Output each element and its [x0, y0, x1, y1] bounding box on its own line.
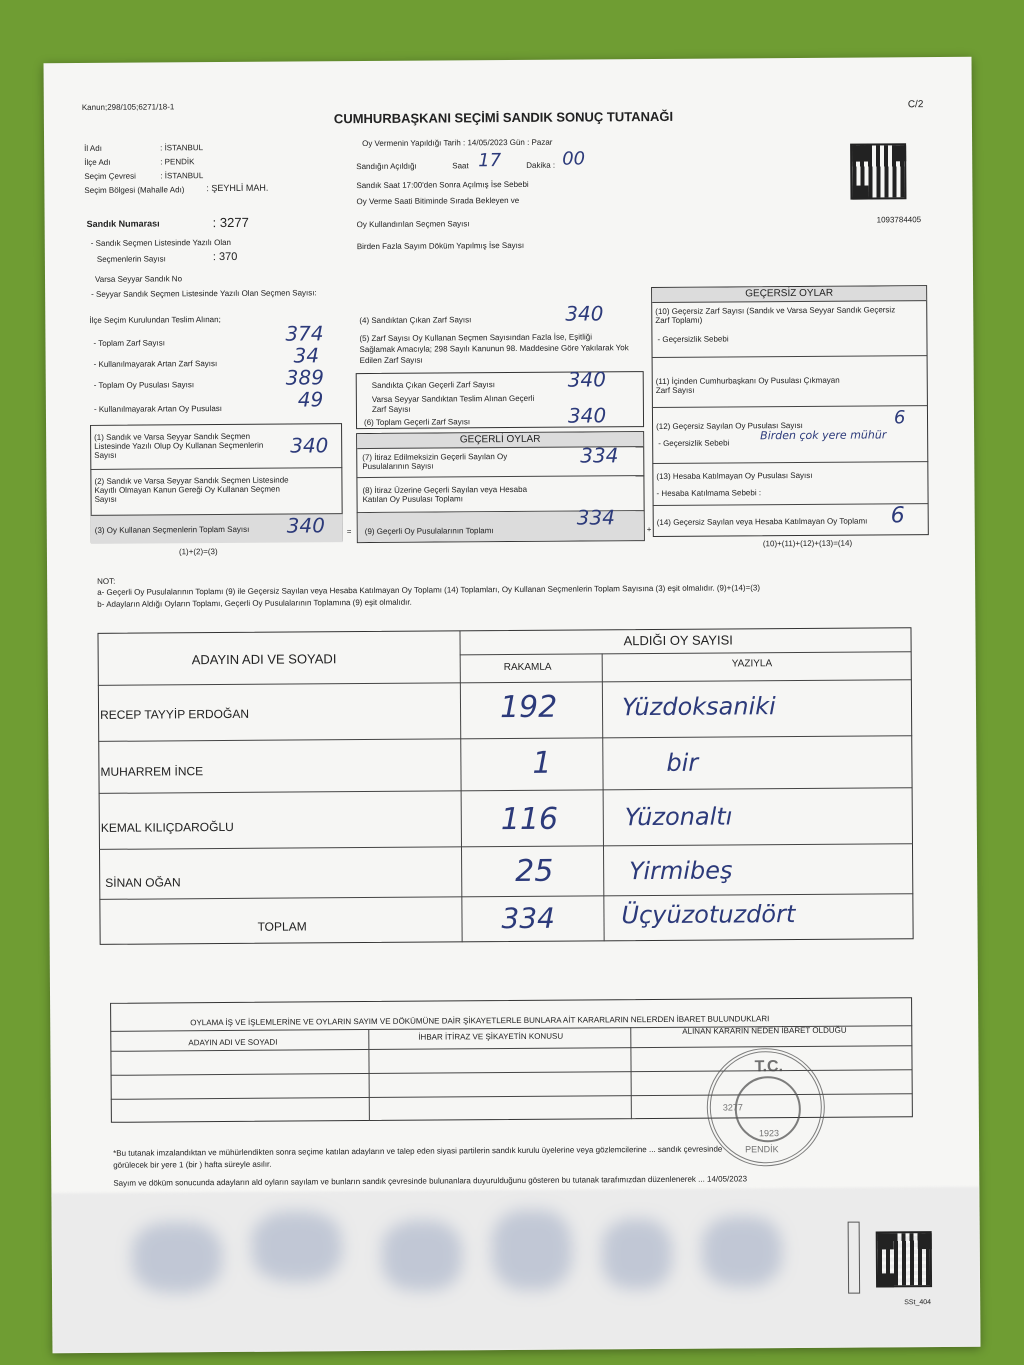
redacted-signature: [492, 1210, 573, 1291]
teslim-row-label: - Toplam Zarf Sayısı: [93, 338, 165, 348]
complaints-col3: ALINAN KARARIN NEDEN İBARET OLDUĞU: [682, 1025, 847, 1036]
teslim-row-value: 49: [297, 387, 324, 412]
candidate-name: KEMAL KILIÇDAROĞLU: [100, 819, 234, 835]
seyyar-liste-label: - Seyyar Sandık Seçmen Listesinde Yazılı Olan Seçmen Sayısı:: [91, 288, 317, 299]
note-a: a- Geçerli Oy Pusulalarının Toplamı (9) ile Geçersiz Sayılan veya Hesaba Katılmayan Oy Toplamı (14) Toplamları, Oy Kullanan Seçmenlerin Toplam Sayısına (3) eşit olmalıdır. (9)+(14)=(3): [97, 583, 761, 597]
teslim-row-label: - Kullanılmayarak Artan Zarf Sayısı: [93, 359, 218, 369]
note-b: b- Adayların Aldığı Oyların Toplamı, Geçerli Oy Pusulalarının Toplamına (9) eşit olmalıdır.: [97, 597, 412, 609]
candidate-votes-words: bir: [666, 748, 699, 777]
gecerli-r7-value: 334: [580, 443, 619, 468]
bolge-label: Seçim Bölgesi (Mahalle Adı): [84, 185, 185, 195]
vertical-label-box: [848, 1222, 861, 1294]
zarf-r4-label: (4) Sandıktan Çıkan Zarf Sayısı: [359, 315, 472, 326]
redacted-signature: [252, 1211, 342, 1282]
teslim-row-value: 374: [285, 321, 324, 346]
col-votes-header: ALDIĞI OY SAYISI: [623, 632, 733, 649]
secmen-r3-label: (3) Oy Kullanan Seçmenlerin Toplam Sayısı: [94, 524, 250, 535]
candidate-votes-digits: 116: [500, 801, 559, 838]
saat-value: 17: [478, 150, 502, 172]
gecersiz-r11-label: (11) İçinden Cumhurbaşkanı Oy Pusulası Çıkmayan Zarf Sayısı: [655, 375, 840, 395]
seyyar-no-label: Varsa Seyyar Sandık No: [94, 274, 183, 284]
equals-sign: =: [346, 527, 352, 537]
footer-line-3: Sayım ve döküm sonucunda adayların ald oyların sayılam ve bunların sandık çevresinde bulunanlara duyurulduğunu gösteren bu tutanak tarafımızdan düzenlenerek ... 14/05/2023: [113, 1174, 748, 1188]
saat-label: Saat: [452, 161, 469, 171]
form-code: C/2: [907, 99, 924, 111]
vote-date: Oy Vermenin Yapıldığı Tarih : 14/05/2023 Gün : Pazar: [362, 137, 553, 149]
seal-year: 1923: [758, 1128, 780, 1139]
candidate-name: MUHARREM İNCE: [100, 764, 204, 779]
il-value: : İSTANBUL: [160, 143, 204, 153]
gecersiz-r12-value: 6: [893, 407, 906, 429]
candidate-votes-words: Yirmibeş: [629, 856, 733, 886]
sayim-label: Birden Fazla Sayım Döküm Yapılmış İse Sayısı: [356, 240, 525, 252]
secmen-label-1: - Sandık Seçmen Listesinde Yazılı Olan: [90, 237, 232, 248]
total-votes-digits: 334: [501, 901, 556, 936]
teslim-heading: İlçe Seçim Kurulundan Teslim Alınan;: [89, 315, 221, 325]
ballot-report-paper: [44, 57, 981, 1353]
gecersiz-r12-label: (12) Geçersiz Sayılan Oy Pusulası Sayısı: [656, 420, 803, 431]
cevre-label: Seçim Çevresi: [84, 171, 136, 181]
ilce-label: İlçe Adı: [84, 157, 111, 167]
gecersiz-r12-sebep-value: Birden çok yere mühür: [760, 428, 887, 443]
acildigi-label: Sandığın Açıldığı: [356, 161, 417, 172]
qr-code-icon: [850, 143, 906, 199]
page-title: CUMHURBAŞKANI SEÇİMİ SANDIK SONUÇ TUTANAĞI: [333, 108, 674, 127]
gecerli-r9-label: (9) Geçerli Oy Pusulalarının Toplamı: [364, 526, 494, 537]
sandik-no-label: Sandık Numarası: [86, 218, 160, 229]
gecersiz-r13-label: (13) Hesaba Katılmayan Oy Pusulası Sayısı: [656, 470, 813, 481]
seal-number: 3277: [722, 1102, 743, 1113]
dakika-label: Dakika :: [526, 160, 556, 170]
seal-place: PENDİK: [745, 1144, 779, 1155]
secmen-r1-label: (1) Sandık ve Varsa Seyyar Sandık Seçmen Listesinde Yazılı Olup Oy Kullanan Seçmenlerin Sayısı: [94, 431, 264, 460]
candidate-votes-digits: 1: [532, 745, 552, 781]
gecerli-zarf-value: 340: [567, 367, 606, 392]
col-name-header: ADAYIN ADI VE SOYADI: [191, 651, 337, 668]
gecerli-r8-label: (8) İtiraz Üzerine Geçerli Sayılan veya Hesaba Katılan Oy Pusulası Toplamı: [362, 484, 528, 505]
secmen-r1-value: 340: [290, 433, 329, 458]
sandik-no-value: : 3277: [212, 214, 249, 231]
footer-code: SSt_404: [904, 1299, 932, 1307]
secmen-value: : 370: [212, 250, 238, 264]
redacted-signature: [132, 1222, 222, 1293]
candidate-name: SİNAN OĞAN: [105, 875, 181, 890]
candidate-votes-digits: 25: [515, 853, 554, 889]
teslim-row-label: - Toplam Oy Pusulası Sayısı: [93, 380, 195, 390]
footer-line-2: görülecek bir yere 1 (bir ) hafta süreyle asılır.: [113, 1159, 272, 1170]
redacted-signature: [702, 1216, 782, 1287]
gecerli-zarf-label: Sandıkta Çıkan Geçerli Zarf Sayısı: [371, 380, 495, 390]
gecerli-r9-value: 334: [576, 505, 615, 530]
total-label: TOPLAM: [257, 919, 307, 934]
complaints-heading: OYLAMA İŞ VE İŞLEMLERİNE VE OYLARIN SAYIM VE DÖKÜMÜNE DAİR ŞİKAYETLERLE BUNLARA AİT KARARLARIN NELERDEN İBARET BULUNDUKLARI: [190, 1014, 770, 1028]
plus-sign: +: [646, 525, 652, 535]
invalid-votes-heading: GEÇERSİZ OYLAR: [652, 286, 926, 303]
candidate-votes-words: Yüzdoksaniki: [621, 692, 776, 722]
teslim-row-value: 34: [293, 343, 320, 368]
secmen-r3-value: 340: [286, 513, 326, 538]
location-values: [160, 141, 203, 183]
cevre-value: : İSTANBUL: [160, 171, 204, 181]
bekleyen-label-1: Oy Verme Saati Bitiminde Sırada Bekleyen ve: [356, 195, 520, 207]
teslim-row-value: 389: [285, 365, 324, 390]
gecersiz-r10-label: (10) Geçersiz Zarf Sayısı (Sandık ve Varsa Seyyar Sandık Geçersiz Zarf Toplamı): [655, 305, 896, 325]
notes-heading: NOT:: [97, 576, 116, 586]
gecersiz-r10-sebep: - Geçersizlik Sebebi: [657, 334, 729, 344]
zarf-r6-value: 340: [567, 403, 607, 428]
acilmis-label: Sandık Saat 17:00'den Sonra Açılmış İse Sebebi: [356, 179, 529, 191]
col-yaziyla-header: YAZIYLA: [731, 658, 773, 670]
gecersiz-formula: (10)+(11)+(12)+(13)=(14): [762, 538, 853, 549]
col-rakamla-header: RAKAMLA: [503, 661, 552, 674]
law-reference: Kanun;298/105;6271/18-1: [81, 102, 175, 112]
zarf-r5-label: (5) Zarf Sayısı Oy Kullanan Seçmen Sayısından Fazla İse, Eşitliği Sağlamak Amacıyla; 298 Sayılı Kanunun 98. Maddesine Göre Yakılarak Yok Edilen Zarf Sayısı: [359, 332, 629, 366]
barcode-number: 1093784405: [876, 215, 922, 225]
signature-area-redacted: [51, 1187, 980, 1353]
zarf-r4-value: 340: [565, 301, 604, 326]
valid-votes-heading: GEÇERLİ OYLAR: [357, 432, 643, 449]
candidate-votes-digits: 192: [499, 689, 558, 726]
candidate-votes-words: Yüzonaltı: [624, 802, 733, 832]
teslim-row-label: - Kullanılmayarak Artan Oy Pusulası: [93, 404, 223, 414]
secmen-r2-label: (2) Sandık ve Varsa Seyyar Sandık Seçmen Listesinde Kayıtlı Olmayan Kanun Gereği Oy Kullanan Seçmen Sayısı: [94, 475, 289, 504]
qr-code-icon: [876, 1231, 932, 1287]
dakika-value: 00: [562, 148, 586, 170]
footer-line-1: *Bu tutanak imzalandıktan ve mühürlendikten sonra seçime katılan adayların ve talep eden siyasi partilerin sandık kurulu üyelerine veya gözlemcilerine ... sandık çevresinde: [113, 1144, 723, 1158]
seal-text: T.C.: [754, 1058, 784, 1076]
gecersiz-r14-value: 6: [890, 503, 905, 529]
secmen-formula: (1)+(2)=(3): [178, 547, 218, 557]
il-label: İl Adı: [84, 143, 102, 153]
gecersiz-r12-sebep: - Geçersizlik Sebebi: [658, 438, 730, 448]
ilce-value: : PENDİK: [160, 157, 195, 167]
zarf-r6-label: (6) Toplam Geçerli Zarf Sayısı: [363, 417, 471, 428]
gecerli-r7-label: (7) İtiraz Edilmeksizin Geçerli Sayılan Oy Pusulalarının Sayısı: [362, 452, 508, 472]
bekleyen-label-2: Oy Kullandırılan Seçmen Sayısı: [356, 219, 470, 230]
complaints-col2: İHBAR İTİRAZ VE ŞİKAYETİN KONUSU: [418, 1031, 564, 1042]
gecersiz-r14-label: (14) Geçersiz Sayılan veya Hesaba Katılmayan Oy Toplamı: [656, 516, 868, 527]
gecersiz-r13-sebep: - Hesaba Katılmama Sebebi :: [656, 488, 762, 498]
redacted-signature: [602, 1219, 672, 1289]
total-votes-words: Üçyüzotuzdört: [621, 900, 796, 930]
redacted-signature: [382, 1220, 462, 1291]
seyyar-zarf-label: Varsa Seyyar Sandıktan Teslim Alınan Geçerli Zarf Sayısı: [371, 393, 535, 414]
secmen-label-2: Seçmenlerin Sayısı: [96, 254, 166, 264]
bolge-value: : ŞEYHLİ MAH.: [206, 182, 269, 194]
candidate-name: RECEP TAYYİP ERDOĞAN: [100, 706, 250, 722]
complaints-col1: ADAYIN ADI VE SOYADI: [188, 1037, 278, 1048]
